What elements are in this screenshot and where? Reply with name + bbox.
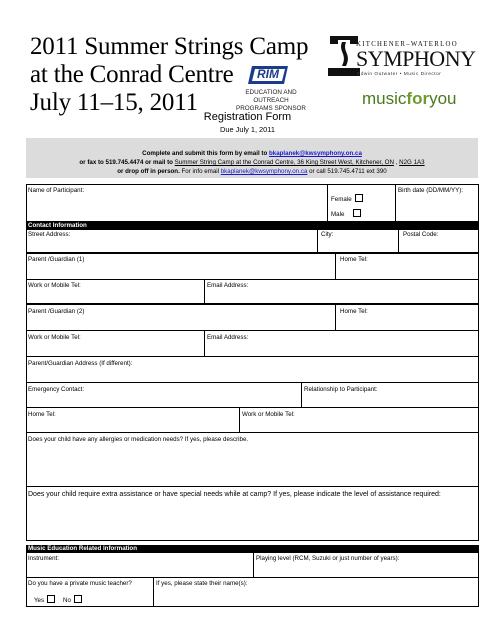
camp-title-line-1: 2011 Summer Strings Camp (30, 33, 309, 60)
male-checkbox[interactable] (353, 209, 361, 217)
playing-level-label: Playing level (RCM, Suzuki or just number of years): (256, 555, 400, 562)
work-tel2-label: Work or Mobile Tel: (28, 334, 81, 341)
participant-name-label: Name of Participant: (28, 187, 85, 194)
yes-label: Yes (34, 597, 45, 604)
no-label: No (63, 597, 71, 604)
private-teacher-label: Do you have a private music teacher? (28, 580, 132, 587)
emergency-contact-label: Emergency Contact: (28, 386, 85, 393)
org-sub: Edwin Outwater • Music Director (357, 72, 442, 77)
slogan-music: music (362, 89, 407, 108)
org-top: KITCHENER–WATERLOO (356, 41, 458, 48)
parent2-label: Parent /Guardian (2) (28, 308, 85, 315)
slogan-for: for (406, 89, 430, 108)
sponsor-line-2: PROGRAMS SPONSOR (236, 105, 306, 112)
email1-label: Email Address: (207, 282, 249, 289)
yes-checkbox[interactable] (47, 595, 55, 603)
instructions-line-1 (26, 150, 478, 157)
instructions-line-2: or fax to 519.745.4474 or mail to Summer String Camp at the Conrad Centre, 36 King Street West, Kitchener, ON , N2G 1A3 (79, 159, 425, 166)
slogan-you: you (429, 89, 457, 108)
home-tel3-label: Home Tel: (28, 411, 56, 418)
rim-logo (248, 64, 290, 88)
birth-date-label: Birth date (DD/MM/YY): (398, 187, 463, 194)
home-tel3-field[interactable] (26, 407, 240, 433)
allergies-label: Does your child have any allergies or medication needs? If yes, please describe. (28, 436, 249, 443)
assistance-label: Does your child require extra assistance or have special needs while at camp? If yes, please indicate the level of assistance required: (28, 491, 441, 498)
music-education-header: Music Education Related Information (26, 545, 479, 553)
male-label: Male (331, 211, 345, 218)
city-label: City: (321, 231, 334, 238)
female-option (331, 194, 363, 203)
parent-address-label: Parent/Guardian Address (If different): (28, 360, 133, 367)
form-title: Registration Form (203, 111, 292, 123)
postal-code-label: Postal Code: (403, 231, 439, 238)
mail-address: Summer String Camp at the Conrad Centre, 36 King Street West, Kitchener, ON (174, 159, 394, 166)
instructions-line-3 (26, 168, 478, 175)
rim-logo-text: RIM (257, 67, 279, 81)
postal-code-text: N2G 1A3 (399, 159, 425, 166)
male-option (331, 209, 361, 218)
camp-title-line-3: July 11–15, 2011 (30, 89, 198, 116)
work-tel1-label: Work or Mobile Tel: (28, 282, 81, 289)
form-due-date: Due July 1, 2011 (220, 125, 275, 134)
female-label: Female (331, 196, 352, 203)
female-checkbox[interactable] (355, 194, 363, 202)
symphony-logo (326, 34, 476, 118)
parent1-label: Parent /Guardian (1) (28, 256, 85, 263)
street-address-label: Street Address: (28, 231, 71, 238)
yes-option (34, 595, 55, 604)
email-link-1[interactable]: bkaplanek@kwsymphony.on.ca (268, 150, 362, 157)
sponsor-caption (232, 89, 310, 113)
teacher-names-label: If yes, please state their name(s): (156, 580, 248, 587)
slogan (362, 89, 457, 109)
instrument-label: Instrument: (28, 555, 59, 562)
relationship-label: Relationship to Participant: (304, 386, 378, 393)
sponsor-line-1: EDUCATION AND OUTREACH (245, 89, 297, 104)
work-tel3-label: Work or Mobile Tel: (242, 411, 295, 418)
instructions-text-4: For info email (179, 168, 221, 175)
instructions-text-5: or call 519.745.4711 ext 390 (307, 168, 387, 175)
instrument-field[interactable] (26, 552, 254, 578)
email-link-2[interactable]: bkaplanek@kwsymphony.on.ca (220, 168, 308, 175)
instructions-text-2: or fax to 519.745.4474 or mail to (79, 159, 175, 166)
org-main: SYMPHONY (356, 46, 476, 71)
instructions-text-3: or drop off in person. (117, 168, 180, 175)
instructions-text-1: Complete and submit this form by email to (142, 150, 269, 157)
contact-information-header: Contact Information (26, 222, 479, 230)
home-tel1-label: Home Tel: (340, 256, 368, 263)
instructions-box (26, 138, 478, 178)
no-checkbox[interactable] (74, 595, 82, 603)
email2-label: Email Address: (207, 334, 249, 341)
camp-title-line-2: at the Conrad Centre (30, 61, 234, 88)
no-option (63, 595, 82, 604)
home-tel2-label: Home Tel: (340, 308, 368, 315)
